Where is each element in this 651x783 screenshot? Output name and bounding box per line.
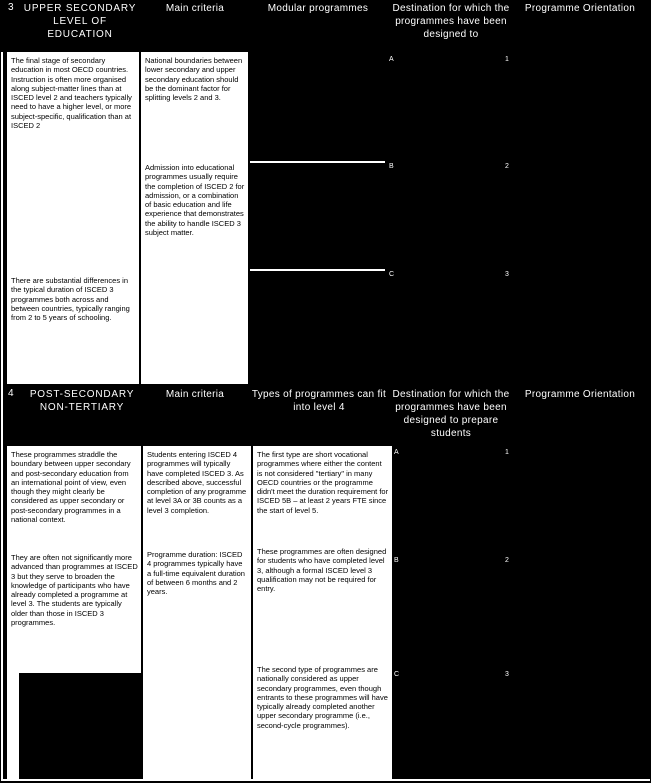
level-4-criteria-cell: [143, 446, 251, 779]
table-left-border: [1, 52, 3, 781]
level-3-header-destination: Destination for which the programmes have been designed to: [392, 3, 510, 40]
programme-type-paragraph: These programmes are often designed for students who have completed level 3, although a formal ISCED level 3 qualification may not be required for entry.: [257, 547, 387, 594]
modular-row-divider: [250, 161, 385, 163]
level-4-programme-types-cell: [253, 446, 392, 779]
destination-marker: A: [389, 56, 394, 63]
level-4-number: 4: [8, 388, 15, 399]
destination-marker: B: [394, 557, 399, 564]
level-4-header-destination: Destination for which the programmes have been designed to prepare students: [392, 389, 510, 439]
orientation-marker: 3: [505, 671, 509, 678]
destination-marker: A: [394, 449, 399, 456]
destination-marker: C: [389, 271, 395, 278]
level-3-header-main-criteria: Main criteria: [165, 3, 225, 14]
level-4-title: POST-SECONDARY NON-TERTIARY: [29, 389, 135, 413]
level-4-header-programme-types: Types of programmes can fit into level 4: [251, 389, 387, 413]
level-3-number: 3: [8, 2, 15, 13]
description-paragraph: There are substantial differences in the typical duration of ISCED 3 programmes both across and between countries, typically ranging from 2 to 5 years of schooling.: [11, 276, 130, 323]
orientation-marker: 1: [505, 449, 509, 456]
level-4-description-cell: [7, 446, 141, 779]
description-paragraph: They are often not significantly more advanced than programmes at ISCED 3 but they serve to broaden the knowledge of participants who have already completed a programme at level 3. The students are typically older than those in ISCED 3 programmes.: [11, 553, 138, 628]
orientation-marker: 1: [505, 56, 509, 63]
level-3-description-cell: [7, 52, 139, 384]
level-3-header-programme-orientation: Programme Orientation: [524, 3, 636, 14]
level-3-criteria-cell: [141, 52, 248, 384]
level-3-title: UPPER SECONDARY LEVEL OF EDUCATION: [23, 3, 137, 40]
orientation-marker: 2: [505, 163, 509, 170]
orientation-marker: 2: [505, 557, 509, 564]
description-paragraph: These programmes straddle the boundary between upper secondary and post-secondary education from an international point of view, even though they might clearly be considered as upper secondary or post-secondary programmes in a national context.: [11, 450, 131, 525]
programme-type-paragraph: The second type of programmes are nationally considered as upper secondary programmes, even though entrants to these programmes will have typically already completed another upper secondary programme (i.e., second-cycle programmes).: [257, 665, 388, 730]
level-3-header-modular-programmes: Modular programmes: [267, 3, 369, 14]
programme-type-paragraph: The first type are short vocational programmes where either the content is not considered "tertiary" in many OECD countries or the programme didn't meet the duration requirement for ISCED 5B – at least 2 years FTE since the start of level 5.: [257, 450, 389, 515]
destination-marker: C: [394, 671, 400, 678]
criteria-paragraph: National boundaries between lower secondary and upper secondary education should be the dominant factor for splitting levels 2 and 3.: [145, 56, 243, 103]
destination-marker: B: [389, 163, 394, 170]
level-4-header-main-criteria: Main criteria: [165, 389, 225, 400]
orientation-marker: 3: [505, 271, 509, 278]
description-paragraph: The final stage of secondary education in most OECD countries. Instruction is often more organised along subject-matter lines than at ISCED level 2 and teachers typically need to have a higher level, or more subject-specific, qualification than at ISCED 2: [11, 56, 132, 131]
criteria-paragraph: Admission into educational programmes usually require the completion of ISCED 2 for admission, or a combination of basic education and life experience that demonstrates the ability to handle ISCED 3 subject matter.: [145, 163, 245, 238]
level-4-header-programme-orientation: Programme Orientation: [524, 389, 636, 400]
criteria-paragraph: Programme duration: ISCED 4 programmes typically have a full-time equivalent duration of between 6 months and 2 years.: [147, 550, 245, 597]
modular-row-divider: [250, 269, 385, 271]
redacted-black-block: [19, 673, 141, 779]
criteria-paragraph: Students entering ISCED 4 programmes will typically have completed ISCED 3. As described above, successful completion of any programme at level 3A or 3B counts as a level 3 completion.: [147, 450, 247, 515]
table-bottom-border: [1, 779, 650, 781]
